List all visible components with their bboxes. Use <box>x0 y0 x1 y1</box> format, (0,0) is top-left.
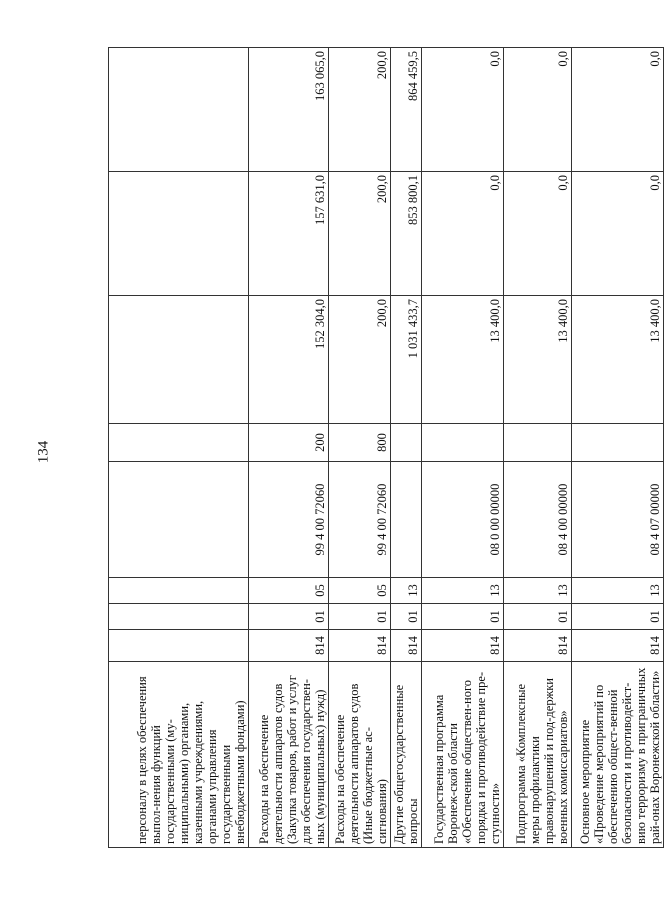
cell-expense-type <box>422 424 504 462</box>
cell-subsection: 13 <box>391 578 422 604</box>
cell-amount-1: 152 304,0 <box>249 296 329 424</box>
cell-section: 01 <box>391 604 422 630</box>
table-row <box>329 48 391 848</box>
cell-amount-1: 200,0 <box>329 296 391 424</box>
cell-amount-3: 163 065,0 <box>249 48 329 172</box>
cell-section: 01 <box>249 604 329 630</box>
cell-name: Основное мероприятие «Проведение мероприятий по обеспечению общест-венной безопасности и противодейст-вию терроризму в приграничных рай-онах Воронежской области» <box>572 662 664 848</box>
cell-target-article <box>391 462 422 578</box>
cell-expense-type <box>572 424 664 462</box>
cell-name: Расходы на обеспечение деятельности аппаратов судов (Закупка товаров, работ и услуг для обеспечения государствен-ных (муниципальных) нужд) <box>249 662 329 848</box>
cell-amount-1 <box>109 296 249 424</box>
cell-ministry: 814 <box>329 630 391 662</box>
page-number: 134 <box>35 440 52 464</box>
cell-amount-2: 157 631,0 <box>249 172 329 296</box>
cell-amount-3: 200,0 <box>329 48 391 172</box>
cell-name: персоналу в целях обеспечения выпол-нения функций государственными (му-ниципальными) органами, казенными учреждениями, органами управления государственными внебюджетными фондами) <box>109 662 249 848</box>
cell-section: 01 <box>504 604 572 630</box>
cell-amount-2: 0,0 <box>572 172 664 296</box>
cell-name: Другие общегосударственные вопросы <box>391 662 422 848</box>
cell-target-article: 08 0 00 00000 <box>422 462 504 578</box>
cell-section: 01 <box>422 604 504 630</box>
cell-target-article: 08 4 00 00000 <box>504 462 572 578</box>
cell-amount-3: 0,0 <box>422 48 504 172</box>
cell-expense-type <box>109 424 249 462</box>
cell-name: Расходы на обеспечение деятельности аппаратов судов (Иные бюджетные ас-сигнования) <box>329 662 391 848</box>
table-row <box>422 48 504 848</box>
cell-ministry: 814 <box>391 630 422 662</box>
cell-amount-2: 0,0 <box>422 172 504 296</box>
table-row <box>109 48 249 848</box>
cell-amount-2: 0,0 <box>504 172 572 296</box>
cell-ministry: 814 <box>504 630 572 662</box>
cell-target-article: 99 4 00 72060 <box>249 462 329 578</box>
cell-subsection: 05 <box>249 578 329 604</box>
cell-amount-3: 0,0 <box>504 48 572 172</box>
cell-amount-3: 864 459,5 <box>391 48 422 172</box>
cell-amount-2: 853 800,1 <box>391 172 422 296</box>
cell-subsection: 05 <box>329 578 391 604</box>
table-row <box>504 48 572 848</box>
cell-amount-1: 13 400,0 <box>504 296 572 424</box>
cell-ministry: 814 <box>422 630 504 662</box>
cell-subsection: 13 <box>422 578 504 604</box>
cell-expense-type <box>504 424 572 462</box>
cell-amount-2: 200,0 <box>329 172 391 296</box>
cell-amount-2 <box>109 172 249 296</box>
cell-amount-1: 1 031 433,7 <box>391 296 422 424</box>
cell-name: Подпрограмма «Комплексные меры профилактики правонарушений и под-держки военных комиссариатов» <box>504 662 572 848</box>
cell-name: Государственная программа Воронеж-ской области «Обеспечение обществен-ного порядка и противодействие пре-ступности» <box>422 662 504 848</box>
budget-table <box>108 47 664 848</box>
cell-amount-1: 13 400,0 <box>422 296 504 424</box>
cell-amount-1: 13 400,0 <box>572 296 664 424</box>
cell-section: 01 <box>329 604 391 630</box>
cell-expense-type: 800 <box>329 424 391 462</box>
cell-subsection: 13 <box>504 578 572 604</box>
cell-expense-type <box>391 424 422 462</box>
cell-subsection <box>109 578 249 604</box>
cell-section <box>109 604 249 630</box>
table-wrapper <box>108 48 662 848</box>
cell-section: 01 <box>572 604 664 630</box>
cell-ministry: 814 <box>249 630 329 662</box>
cell-ministry <box>109 630 249 662</box>
cell-target-article: 99 4 00 72060 <box>329 462 391 578</box>
cell-amount-3: 0,0 <box>572 48 664 172</box>
cell-target-article: 08 4 07 00000 <box>572 462 664 578</box>
table-body <box>109 48 664 848</box>
table-row <box>572 48 664 848</box>
table-row <box>249 48 329 848</box>
cell-ministry: 814 <box>572 630 664 662</box>
table-row <box>391 48 422 848</box>
cell-subsection: 13 <box>572 578 664 604</box>
cell-expense-type: 200 <box>249 424 329 462</box>
cell-amount-3 <box>109 48 249 172</box>
cell-target-article <box>109 462 249 578</box>
